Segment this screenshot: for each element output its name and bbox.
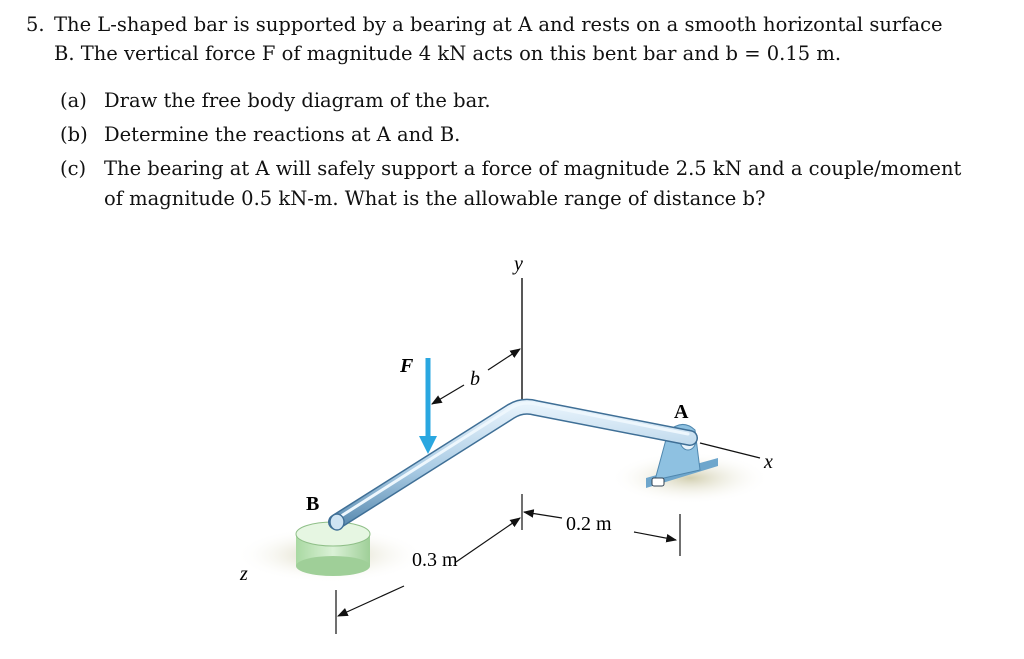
label-y: y bbox=[514, 253, 523, 275]
part-label: (b) bbox=[60, 123, 88, 146]
dim-03-line-left bbox=[338, 586, 404, 616]
part-label: (a) bbox=[60, 89, 87, 112]
problem-number: 5. bbox=[26, 13, 45, 36]
part-text: Determine the reactions at A and B. bbox=[104, 123, 461, 146]
label-b: b bbox=[470, 368, 480, 390]
dim-b-right bbox=[488, 349, 520, 370]
dim-b-left bbox=[432, 385, 464, 404]
label-z: z bbox=[240, 563, 248, 585]
part-text: Draw the free body diagram of the bar. bbox=[104, 89, 491, 112]
label-b-support: B bbox=[306, 493, 320, 515]
label-a: A bbox=[674, 401, 689, 423]
dim-02-line-right bbox=[634, 532, 676, 540]
label-x: x bbox=[764, 451, 773, 473]
statement-line-1: The L-shaped bar is supported by a bearing at A and rests on a smooth horizontal surface bbox=[54, 13, 943, 36]
dim-03-line-right bbox=[456, 518, 520, 562]
statement-line-2: B. The vertical force F of magnitude 4 kN acts on this bent bar and b = 0.15 m. bbox=[54, 42, 842, 65]
dim-label-03: 0.3 m bbox=[412, 549, 458, 571]
part-text: The bearing at A will safely support a force of magnitude 2.5 kN and a couple/moment bbox=[104, 157, 962, 180]
force-arrow-f bbox=[419, 358, 437, 454]
part-text-2: of magnitude 0.5 kN-m. What is the allowable range of distance b? bbox=[104, 187, 766, 210]
dim-02-line-left bbox=[524, 512, 562, 518]
label-f: F bbox=[400, 355, 414, 377]
dim-label-02: 0.2 m bbox=[566, 513, 612, 535]
part-label: (c) bbox=[60, 157, 87, 180]
surface-block-b bbox=[296, 522, 370, 576]
